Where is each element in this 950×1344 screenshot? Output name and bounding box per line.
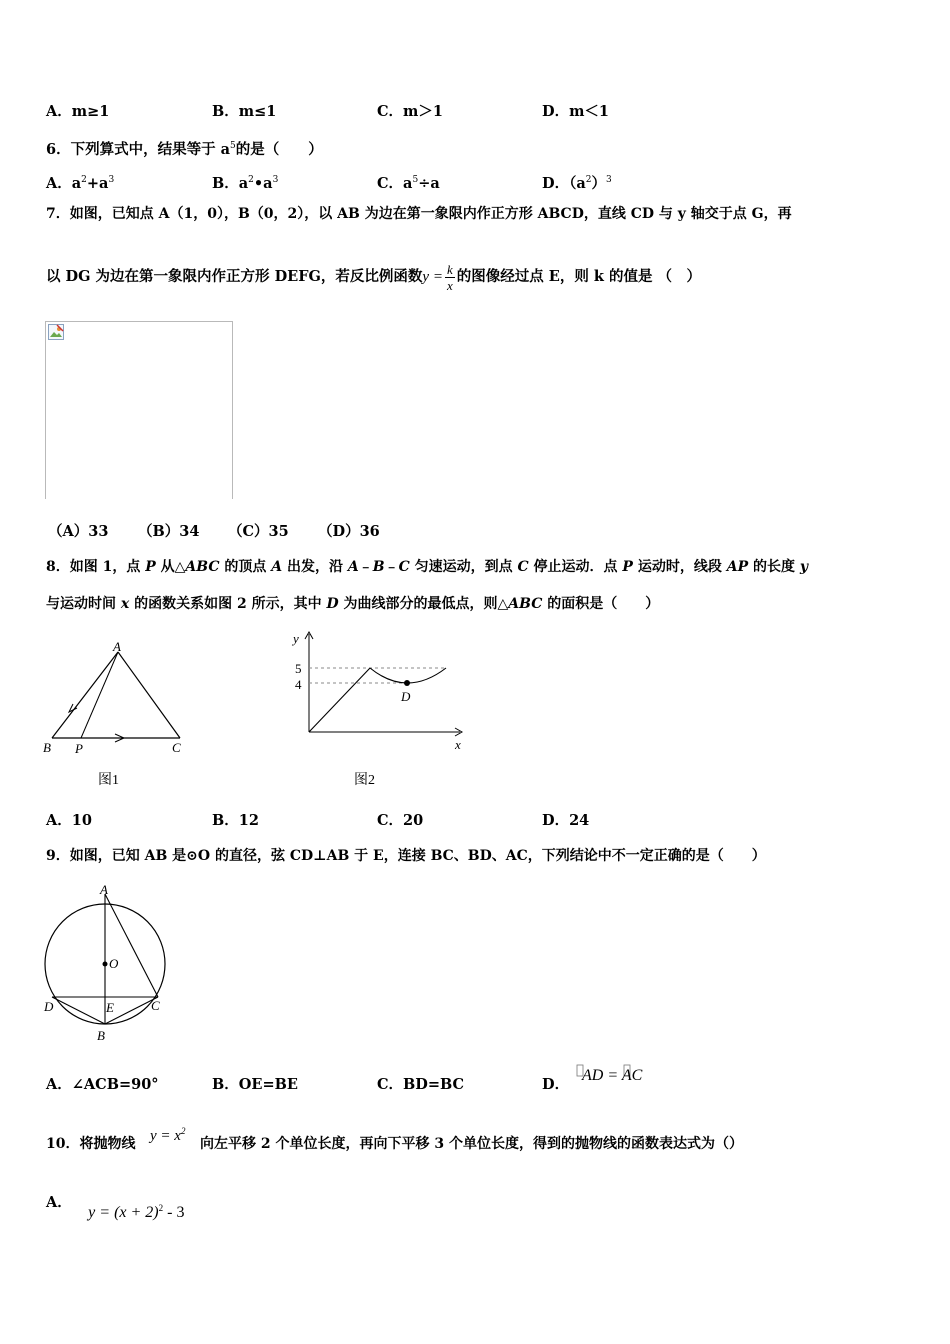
fig2-caption: 图2: [354, 773, 375, 788]
q9-label-o: O: [109, 956, 119, 971]
fig2-label-d: D: [401, 689, 411, 704]
fig1-label-a: A: [113, 639, 121, 654]
q7-stem-line2: 以 DG 为边在第一象限内作正方形 DEFG，若反比例函数y = $\frac{k}{x}$ 的图像经过点 E，则 k 的值是 （ ）: [46, 261, 702, 293]
q8-figure1: [40, 636, 200, 796]
q9-stem: 9．如图，已知 AB 是⊙O 的直径，弦 CD⊥AB 于 E，连接 BC、BD、AC，下列结论中不一定正确的是（ ）: [46, 848, 766, 864]
q7-formula-lhs: y =: [422, 269, 443, 285]
q8-stem-line2: 与运动时间 x 的函数关系如图 2 所示，其中 D 为曲线部分的最低点，则△ABC 的面积是（ ）: [46, 596, 660, 612]
q9-label-d: D: [44, 999, 54, 1014]
q7-stem-line1: 7．如图，已知点 A（1，0），B（0，2），以 AB 为边在第一象限内作正方形 ABCD，直线 CD 与 y 轴交于点 G，再: [46, 206, 792, 222]
q10-stem-rest: 向左平移 2 个单位长度，再向下平移 3 个单位长度，得到的抛物线的函数表达式为（）: [200, 1136, 743, 1152]
q9-option-d: D．: [542, 1076, 570, 1093]
q8-option-d: D．24: [542, 812, 590, 829]
q7-option-b: （B）34: [138, 523, 200, 540]
q6-option-a: A．$a^2+a^3$: [46, 175, 115, 192]
fig1-label-b: B: [43, 740, 51, 755]
q8-option-c: C．20: [377, 812, 424, 829]
q8-stem-line1: 8．如图 1，点 P 从△ABC 的顶点 A 出发，沿 A﹣B﹣C 匀速运动，到点 C 停止运动．点 P 运动时，线段 AP 的长度 y: [46, 559, 808, 575]
q8-option-a: A．10: [46, 812, 92, 829]
q5-option-d: D．m＜1: [542, 103, 610, 120]
fig2-tick-5: 5: [295, 661, 302, 676]
q5-option-a: A．m≥1: [46, 103, 110, 120]
q9-label-a: A: [100, 882, 108, 897]
fig1-label-c: C: [172, 740, 181, 755]
q9-option-a: A．∠ACB=90°: [46, 1076, 159, 1093]
q7-formula-fraction: $\frac{k}{x}$: [446, 261, 453, 293]
q6-option-d: D．$(a^2)^3$: [542, 175, 612, 192]
q10-option-a-letter: A．: [46, 1194, 72, 1211]
q9-label-e: E: [106, 1000, 114, 1015]
q5-option-b: B．m≤1: [212, 103, 277, 120]
q9-label-b: B: [97, 1028, 105, 1043]
q7-option-d: （D）36: [318, 523, 380, 540]
q6-option-b: B．$a^2•a^3$: [212, 175, 279, 192]
q9-option-b: B．OE=BE: [212, 1076, 298, 1093]
fig1-caption: 图1: [98, 773, 119, 788]
q7-figure-placeholder: [45, 321, 233, 499]
q9-option-c: C．BD=BC: [377, 1076, 465, 1093]
q10-formula: $y = x^2$: [150, 1126, 186, 1144]
q9-label-c: C: [151, 998, 160, 1013]
q6-stem: 6．下列算式中，结果等于 $a^5$的是（ ）: [46, 141, 323, 158]
q7-option-c: （C）35: [228, 523, 289, 540]
broken-image-icon: [48, 324, 64, 340]
fig2-tick-4: 4: [295, 677, 302, 692]
q9-circle-figure: [40, 882, 170, 1044]
q10-option-a-formula: $y = (x + 2)^2 - 3$: [88, 1203, 185, 1221]
fig2-label-y: y: [293, 631, 299, 646]
fig1-label-p: P: [75, 741, 83, 756]
q8-figure2: [274, 626, 474, 796]
q8-option-b: B．12: [212, 812, 259, 829]
fig2-label-x: x: [455, 737, 461, 752]
q10-stem: 10．将抛物线: [46, 1136, 136, 1152]
q5-option-c: C．m＞1: [377, 103, 443, 120]
q7-option-a: （A）33: [48, 523, 109, 540]
q6-option-c: C．$a^5\div a$: [377, 175, 440, 192]
